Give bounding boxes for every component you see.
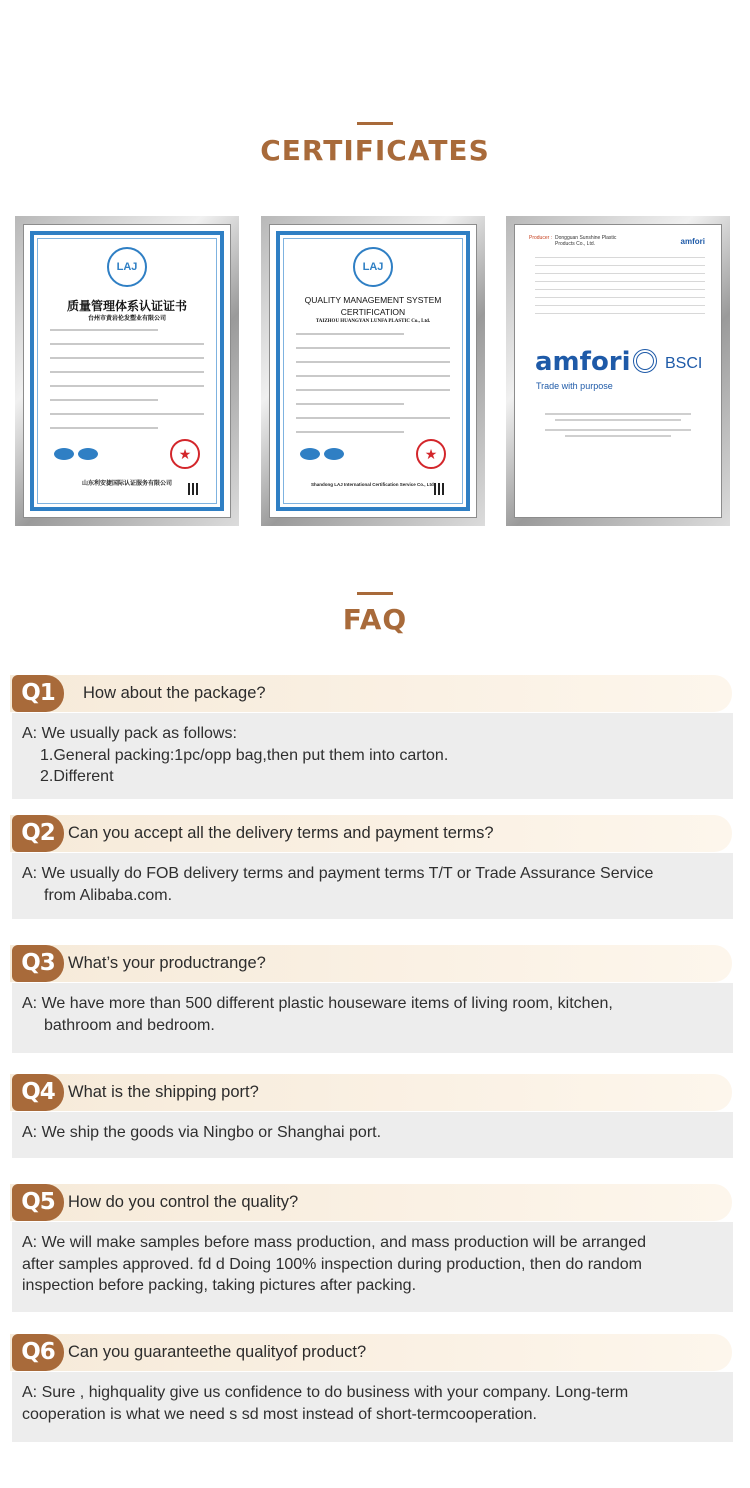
certificate-heading: QUALITY MANAGEMENT SYSTEM bbox=[304, 295, 442, 305]
iaf-icon bbox=[54, 448, 74, 460]
answer-line: A: We have more than 500 different plastic houseware items of living room, kitchen, bbox=[22, 995, 613, 1012]
faq-title: FAQ bbox=[342, 603, 408, 636]
certificate-paper bbox=[23, 224, 231, 518]
q1-badge: Q1 bbox=[12, 675, 64, 712]
q3-badge: Q3 bbox=[12, 945, 64, 982]
certificate-heading: 质量管理体系认证证书 bbox=[66, 299, 187, 313]
question-text: How about the package? bbox=[83, 684, 266, 702]
iaf-icon bbox=[300, 448, 320, 460]
faq-question-1 bbox=[10, 675, 732, 712]
answer-line: from Alibaba.com. bbox=[44, 886, 173, 904]
cnas-icon bbox=[78, 448, 98, 460]
certificate-paper bbox=[514, 224, 722, 518]
q4-badge: Q4 bbox=[12, 1074, 64, 1111]
laj-logo-icon: LAJ bbox=[353, 247, 393, 287]
certificate-card-en bbox=[261, 216, 485, 526]
certificate-details bbox=[296, 333, 450, 445]
certificate-heading-2: CERTIFICATION bbox=[340, 307, 406, 317]
certificate-card-cn bbox=[15, 216, 239, 526]
question-text: Can you guaranteethe qualityof product? bbox=[68, 1343, 367, 1361]
red-stamp-icon: ★ bbox=[416, 439, 446, 469]
q6-badge: Q6 bbox=[12, 1334, 64, 1371]
certificate-company: 台州市黄岩伦发塑业有限公司 bbox=[87, 316, 166, 322]
faq-question-5 bbox=[10, 1184, 732, 1221]
certificate-paper bbox=[269, 224, 477, 518]
question-text: What is the shipping port? bbox=[68, 1083, 259, 1101]
certificate-company: TAIZHOU HUANGYAN LUNFA PLASTIC Co., Ltd. bbox=[315, 319, 431, 324]
certificate-issuer: Shandong LAJ International Certification Service Co., Ltd. bbox=[310, 482, 435, 487]
audit-note bbox=[555, 419, 681, 421]
certificates-title: CERTIFICATES bbox=[260, 134, 490, 167]
answer-line: A: We usually do FOB delivery terms and payment terms T/T or Trade Assurance Service bbox=[22, 865, 654, 882]
faq-title-bar bbox=[357, 592, 393, 595]
laj-logo-icon: LAJ bbox=[107, 247, 147, 287]
certificate-card-amfori bbox=[506, 216, 730, 526]
answer-line: A: We usually pack as follows: bbox=[22, 725, 237, 742]
audit-note bbox=[545, 429, 691, 431]
audit-note bbox=[565, 435, 671, 437]
faq-answer-1 bbox=[12, 713, 733, 799]
faq-question-4 bbox=[10, 1074, 732, 1111]
question-text: Can you accept all the delivery terms and payment terms? bbox=[68, 824, 494, 842]
cnas-icon bbox=[324, 448, 344, 460]
answer-line: after samples approved. fd d Doing 100% inspection during production, then do random bbox=[22, 1255, 642, 1273]
answer-line: inspection before packing, taking pictures after packing. bbox=[22, 1277, 417, 1294]
q5-badge: Q5 bbox=[12, 1184, 64, 1221]
faq-answer-3 bbox=[12, 983, 733, 1053]
bsci-label: BSCI bbox=[665, 355, 703, 372]
faq-question-6 bbox=[10, 1334, 732, 1371]
amfori-tagline: Trade with purpose bbox=[536, 381, 613, 391]
answer-line: A: We ship the goods via Ningbo or Shanghai port. bbox=[22, 1124, 382, 1141]
q2-badge: Q2 bbox=[12, 815, 64, 852]
answer-line: A: Sure , highquality give us confidence to do business with your company. Long-term bbox=[22, 1384, 629, 1401]
faq-answer-6 bbox=[12, 1372, 733, 1442]
answer-line: A: We will make samples before mass production, and mass production will be arranged bbox=[22, 1234, 646, 1251]
producer-name: Dongguan Sunshine Plastic Products Co., Ltd. bbox=[555, 235, 617, 247]
certificate-details bbox=[50, 329, 204, 441]
answer-line: 1.General packing:1pc/opp bag,then put them into carton. bbox=[40, 746, 449, 764]
amfori-ring-icon bbox=[633, 349, 657, 373]
amfori-small-logo: amfori bbox=[680, 237, 705, 246]
audit-note bbox=[545, 413, 691, 415]
certificate-issuer: 山东利安捷国际认证服务有限公司 bbox=[81, 481, 172, 487]
answer-line: 2.Different bbox=[40, 768, 114, 785]
accreditation-logos bbox=[300, 447, 348, 465]
faq-answer-5 bbox=[12, 1222, 733, 1312]
faq-question-3 bbox=[10, 945, 732, 982]
red-stamp-icon: ★ bbox=[170, 439, 200, 469]
faq-question-2 bbox=[10, 815, 732, 852]
answer-line: cooperation is what we need s sd most instead of short-termcooperation. bbox=[22, 1405, 537, 1423]
question-text: How do you control the quality? bbox=[68, 1193, 299, 1211]
producer-label: Producer : bbox=[529, 235, 553, 241]
amfori-logo: amfori bbox=[535, 347, 631, 377]
audit-details bbox=[535, 257, 705, 321]
answer-line: bathroom and bedroom. bbox=[44, 1016, 215, 1034]
certificates-title-bar bbox=[357, 122, 393, 125]
faq-answer-2 bbox=[12, 853, 733, 919]
question-text: What’s your productrange? bbox=[68, 954, 266, 972]
accreditation-logos bbox=[54, 447, 102, 465]
faq-answer-4 bbox=[12, 1112, 733, 1158]
